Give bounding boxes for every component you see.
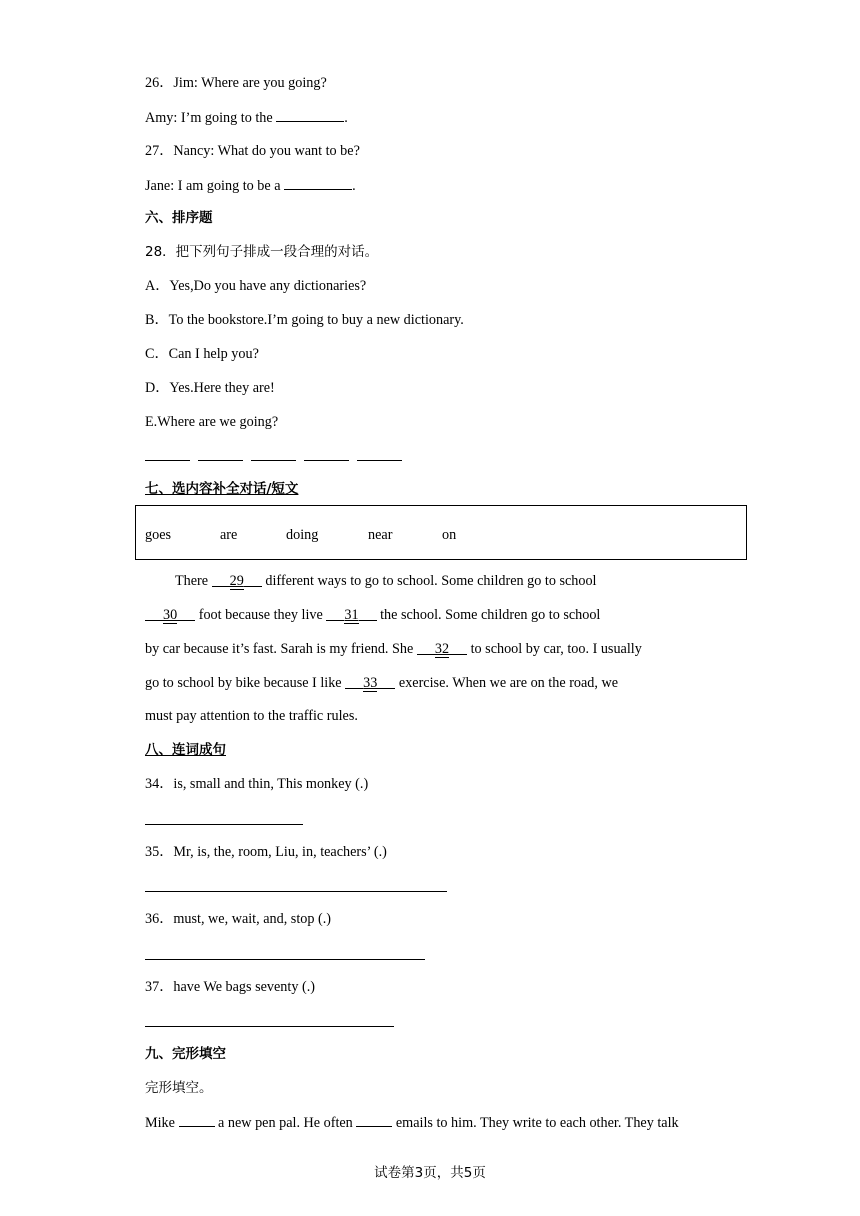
q35: 35．Mr, is, the, room, Liu, in, teachers’ (.)	[145, 844, 387, 860]
q27-answer-prefix: Jane: I am going to be a	[145, 178, 285, 194]
q28-option-e: E.Where are we going?	[145, 414, 279, 430]
q26-answer-line	[145, 108, 348, 127]
q27-answer-suffix: .	[352, 178, 356, 194]
passage-text: go to school by bike because I like	[145, 675, 346, 691]
passage-line-5: must pay attention to the traffic rules.	[145, 708, 358, 724]
passage-line-1	[175, 572, 597, 590]
section9-subtitle: 完形填空。	[145, 1080, 213, 1096]
passage-text: to school by car, too. I usually	[467, 641, 642, 657]
blank-33[interactable]	[345, 674, 395, 692]
blank-number: 30	[163, 607, 178, 623]
order-blank[interactable]	[145, 459, 190, 461]
blank-32[interactable]	[417, 640, 467, 658]
order-blank[interactable]	[357, 459, 402, 461]
blank-number: 33	[363, 675, 378, 691]
blank-number: 32	[434, 641, 450, 657]
passage-line-2	[145, 606, 600, 624]
order-blank[interactable]	[198, 459, 243, 461]
q26-answer-suffix: .	[344, 110, 348, 126]
q28-prompt: 28．把下列句子排成一段合理的对话。	[145, 244, 379, 260]
passage-line-4	[145, 674, 618, 692]
word-bank-item: near	[368, 527, 393, 543]
order-blank[interactable]	[304, 459, 349, 461]
word-bank-item: are	[220, 527, 238, 543]
q27-question: 27．Nancy: What do you want to be?	[145, 143, 360, 159]
section6-title: 六、排序题	[145, 210, 213, 226]
q28-option-c: C．Can I help you?	[145, 346, 259, 362]
passage-text: by car because it’s fast. Sarah is my friend. She	[145, 641, 417, 657]
word-bank-item: doing	[286, 527, 319, 543]
q36-answer-line[interactable]	[145, 959, 425, 960]
q34-answer-line[interactable]	[145, 824, 303, 825]
section9-title: 九、完形填空	[145, 1046, 226, 1062]
section7-title: 七、选内容补全对话/短文	[145, 481, 299, 497]
order-blank[interactable]	[251, 459, 296, 461]
passage-text: There	[175, 573, 212, 589]
q37: 37．have We bags seventy (.)	[145, 979, 315, 995]
passage-text: different ways to go to school. Some children go to school	[261, 573, 597, 589]
q28-option-a: A．Yes,Do you have any dictionaries?	[145, 278, 367, 294]
cloze-blank[interactable]	[179, 1113, 215, 1127]
blank-31[interactable]	[326, 606, 376, 624]
blank-29[interactable]	[212, 572, 262, 590]
word-bank-item: goes	[145, 527, 172, 543]
q34: 34．is, small and thin, This monkey (.)	[145, 776, 369, 792]
q27-answer-line	[145, 176, 356, 195]
blank-number: 29	[229, 573, 244, 589]
cloze-line-1	[145, 1113, 679, 1132]
passage-text: foot because they live	[195, 607, 327, 623]
page-footer: 试卷第3页，共5页	[374, 1165, 486, 1181]
q28-option-d: D．Yes.Here they are!	[145, 380, 275, 396]
word-bank-item: on	[442, 527, 457, 543]
cloze-blank[interactable]	[356, 1113, 392, 1127]
q26-question: 26．Jim: Where are you going?	[145, 75, 327, 91]
word-bank-box	[135, 505, 747, 560]
q35-answer-line[interactable]	[145, 891, 447, 892]
blank-30[interactable]	[145, 606, 195, 624]
passage-text: exercise. When we are on the road, we	[395, 675, 619, 691]
passage-line-3	[145, 640, 642, 658]
q26-blank[interactable]	[276, 108, 344, 122]
blank-number: 31	[344, 607, 359, 623]
cloze-text: a new pen pal. He often	[214, 1115, 357, 1131]
cloze-text: emails to him. They write to each other. They talk	[392, 1115, 679, 1131]
q28-order-blanks	[145, 459, 402, 461]
cloze-text: Mike	[145, 1115, 179, 1131]
section8-title: 八、连词成句	[145, 742, 226, 758]
q26-answer-prefix: Amy: I’m going to the	[145, 110, 277, 126]
q37-answer-line[interactable]	[145, 1026, 394, 1027]
q36: 36．must, we, wait, and, stop (.)	[145, 911, 331, 927]
q27-blank[interactable]	[284, 176, 352, 190]
passage-text: the school. Some children go to school	[376, 607, 601, 623]
q28-option-b: B．To the bookstore.I’m going to buy a new dictionary.	[145, 312, 464, 328]
